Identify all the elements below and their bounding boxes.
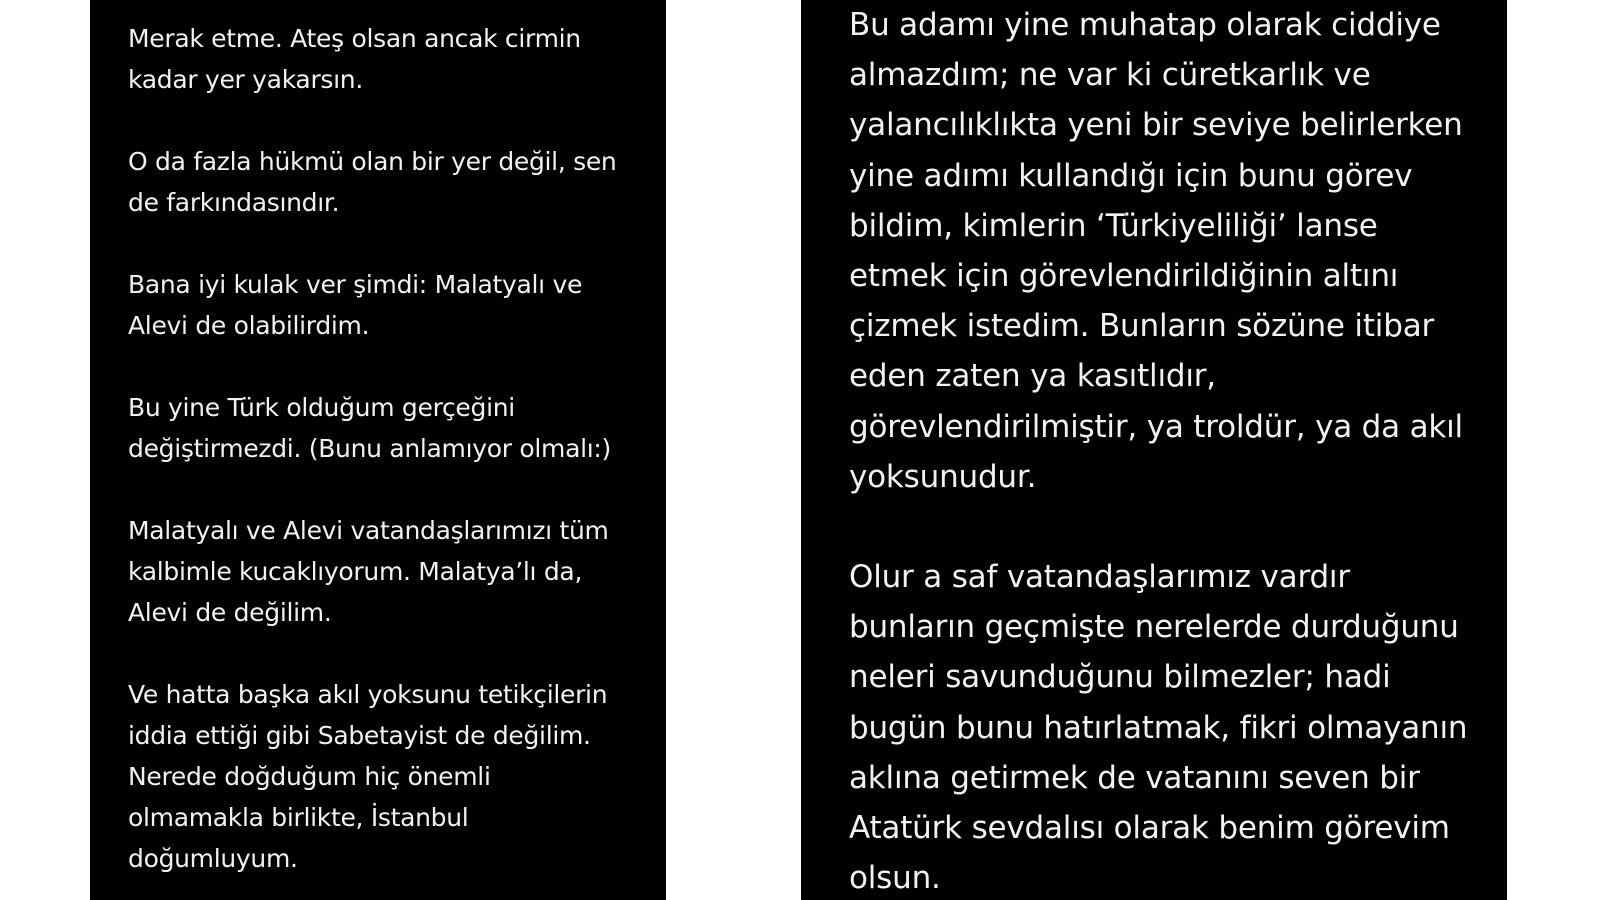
text-line: bildim, kimlerin ‘Türkiyeliliği’ lanse bbox=[849, 207, 1378, 244]
text-line: de farkındasındır. bbox=[128, 188, 340, 217]
paragraph bbox=[849, 552, 1483, 900]
text-line: almazdım; ne var ki cüretkarlık ve bbox=[849, 57, 1371, 94]
text-line: O da fazla hükmü olan bir yer değil, sen bbox=[128, 147, 617, 176]
text-line: iddia ettiği gibi Sabetayist de değilim. bbox=[128, 721, 591, 750]
text-line: Malatyalı ve Alevi vatandaşlarımızı tüm bbox=[128, 516, 609, 545]
text-line: olmamakla birlikte, İstanbul bbox=[128, 803, 469, 832]
text-line: neleri savunduğunu bilmezler; hadi bbox=[849, 659, 1391, 696]
paragraph bbox=[128, 510, 646, 633]
text-line: Bu adamı yine muhatap olarak ciddiye bbox=[849, 7, 1441, 43]
text-line: eden zaten ya kasıtlıdır, bbox=[849, 358, 1216, 395]
right-text-panel bbox=[801, 0, 1507, 900]
text-line: Nerede doğduğum hiç önemli bbox=[128, 762, 491, 791]
left-text-panel bbox=[90, 0, 666, 900]
paragraph bbox=[849, 0, 1483, 502]
paragraph bbox=[128, 674, 646, 879]
text-line: kalbimle kucaklıyorum. Malatya’lı da, bbox=[128, 557, 583, 586]
text-line: Bu yine Türk olduğum gerçeğini bbox=[128, 393, 515, 422]
paragraph bbox=[128, 18, 646, 100]
text-line: çizmek istedim. Bunların sözüne itibar bbox=[849, 308, 1435, 345]
text-line: Alevi de değilim. bbox=[128, 598, 332, 627]
text-line: yoksunudur. bbox=[849, 458, 1037, 495]
text-line: olsun. bbox=[849, 860, 941, 897]
text-line: Bana iyi kulak ver şimdi: Malatyalı ve bbox=[128, 270, 583, 299]
paragraph bbox=[128, 141, 646, 223]
text-line: yalancılıklıkta yeni bir seviye belirlerken bbox=[849, 107, 1463, 144]
text-line: görevlendirilmiştir, ya troldür, ya da akıl bbox=[849, 408, 1463, 445]
text-line: bugün bunu hatırlatmak, fikri olmayanın bbox=[849, 709, 1468, 746]
text-line: bunların geçmişte nerelerde durduğunu bbox=[849, 609, 1459, 646]
paragraph bbox=[128, 387, 646, 469]
text-line: Atatürk sevdalısı olarak benim görevim bbox=[849, 810, 1450, 847]
text-line: doğumluyum. bbox=[128, 844, 298, 873]
text-line: Olur a saf vatandaşlarımız vardır bbox=[849, 559, 1350, 596]
text-line: kadar yer yakarsın. bbox=[128, 65, 363, 94]
text-line: etmek için görevlendirildiğinin altını bbox=[849, 258, 1399, 295]
text-line: Alevi de olabilirdim. bbox=[128, 311, 370, 340]
text-line: yine adımı kullandığı için bunu görev bbox=[849, 157, 1413, 194]
text-line: aklına getirmek de vatanını seven bir bbox=[849, 759, 1420, 796]
text-line: değiştirmezdi. (Bunu anlamıyor olmalı:) bbox=[128, 434, 611, 463]
text-line: Ve hatta başka akıl yoksunu tetikçilerin bbox=[128, 680, 608, 709]
paragraph bbox=[128, 264, 646, 346]
text-line: Merak etme. Ateş olsan ancak cirmin bbox=[128, 24, 581, 53]
